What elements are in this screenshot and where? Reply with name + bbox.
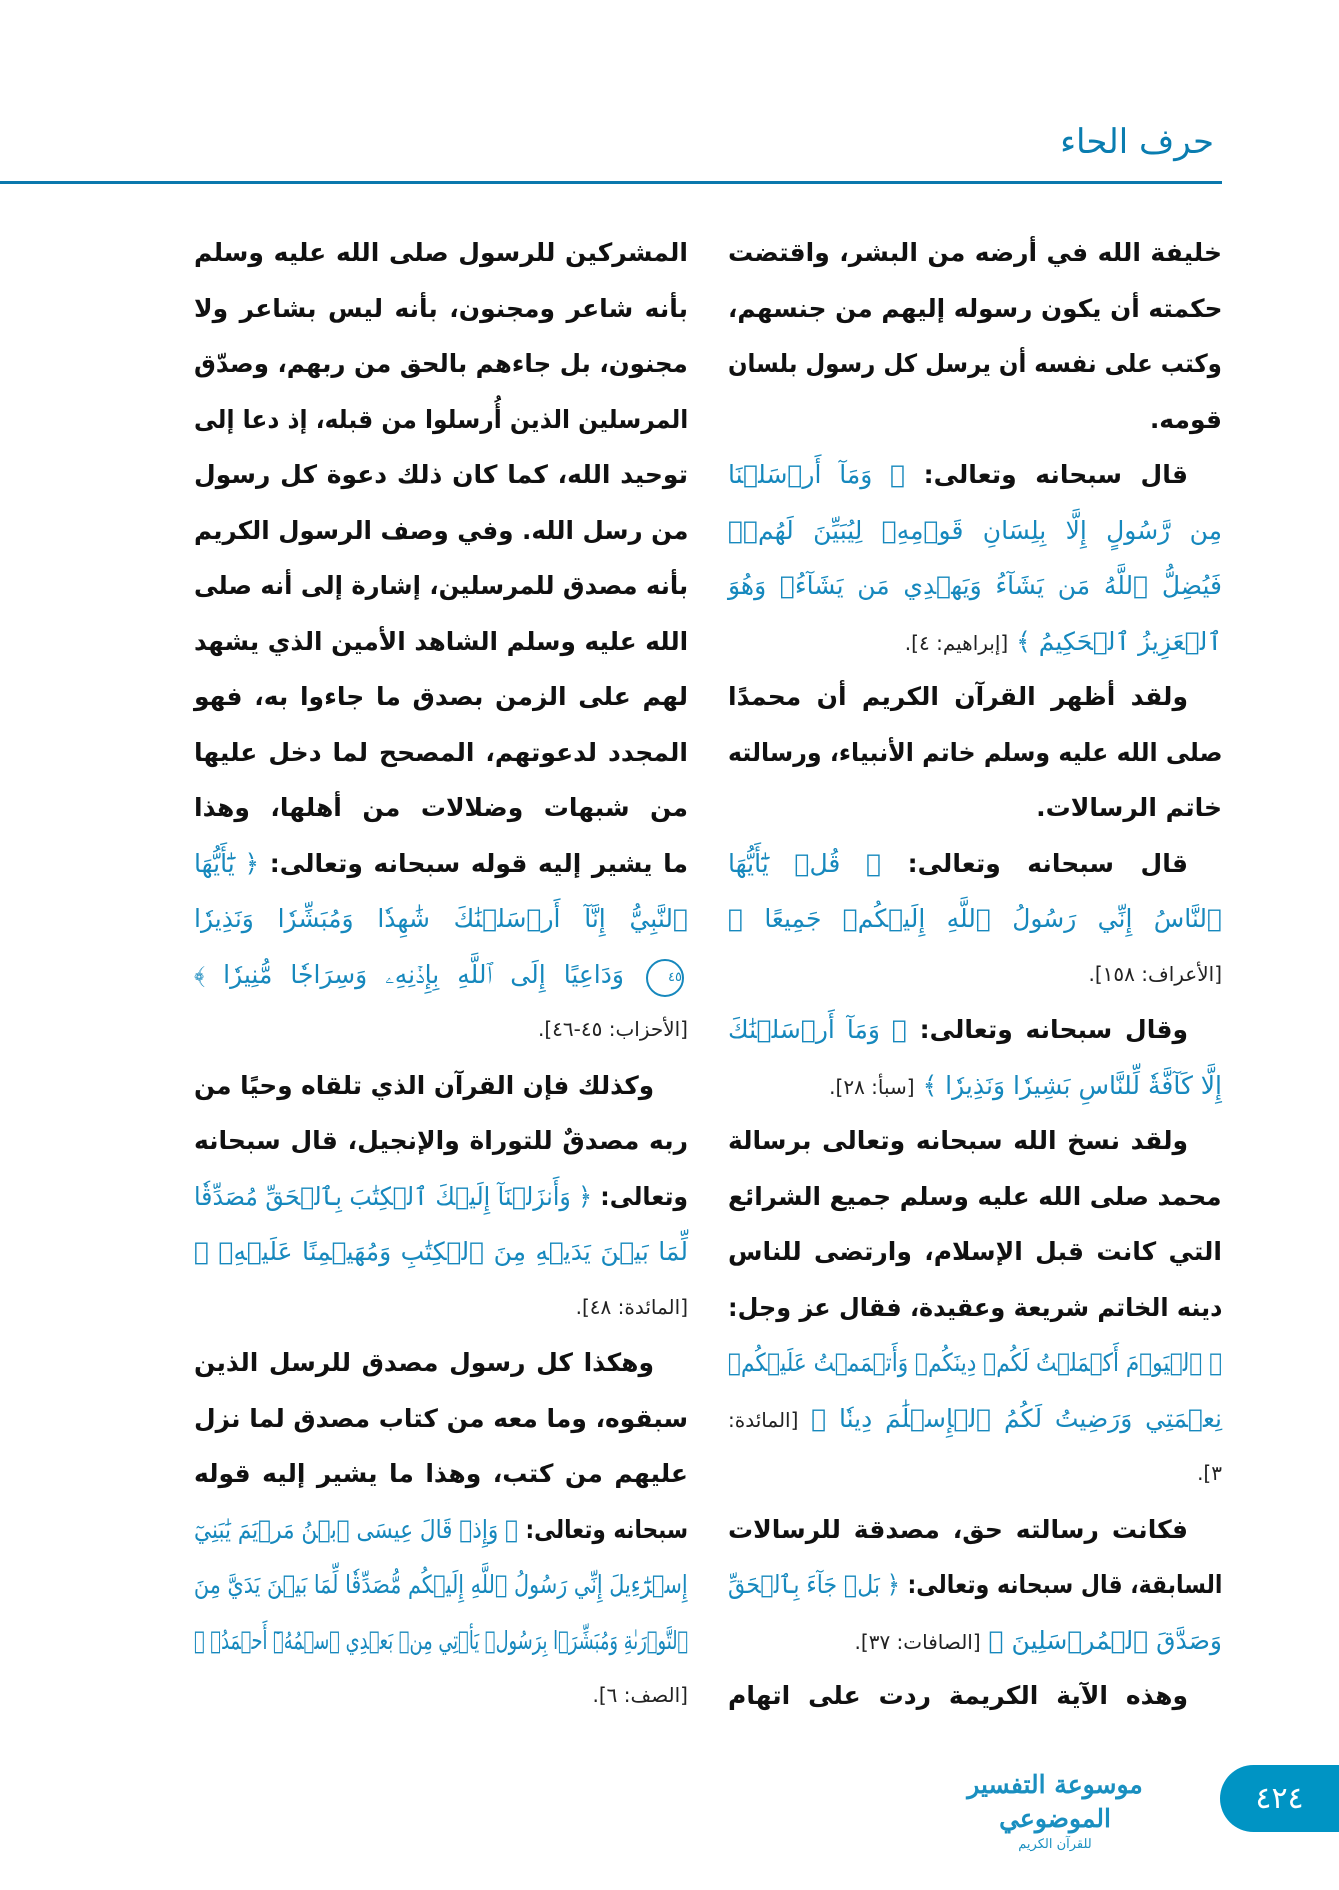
text-line (194, 336, 688, 392)
body-text: ما يشير إليه قوله سبحانه وتعالى: (259, 848, 688, 878)
text-line (728, 1224, 1222, 1280)
line-content (728, 725, 1222, 784)
line-content (1150, 392, 1222, 451)
text-line (194, 1113, 688, 1169)
verse-reference: [المائدة: (728, 1407, 799, 1432)
line-content (592, 1668, 688, 1725)
quran-verse: لِّمَا بَيۡنَ يَدَيۡهِ مِنَ ٱلۡكِتَٰبِ وَمُهَيۡمِنًا عَلَيۡهِۖ ﴾ (194, 1237, 688, 1266)
encyclopedia-logo (930, 1768, 1180, 1854)
body-text: وكذلك فإن القرآن الذي تلقاه وحيًا من (193, 1070, 654, 1100)
body-text: وتعالى: (592, 1181, 688, 1211)
text-line (728, 1280, 1222, 1336)
text-line (728, 503, 1222, 559)
body-text: حكمته أن يكون رسوله إليهم من جنسهم، (727, 293, 1222, 323)
line-content (728, 558, 1222, 617)
quran-verse: ﴿ ٱلۡيَوۡمَ أَكۡمَلۡتُ لَكُمۡ دِينَكُمۡ وَأَتۡمَمۡتُ عَلَيۡكُمۡ (727, 1348, 1222, 1377)
quran-verse: ﴿ وَإِذۡ قَالَ عِيسَى ٱبۡنُ مَرۡيَمَ يَٰبَنِيٓ (193, 1514, 518, 1544)
body-text: عليهم من كتب، وهذا ما يشير إليه قوله (194, 1459, 688, 1488)
text-line (728, 1613, 1222, 1669)
line-content (728, 503, 1222, 562)
line-content (538, 1002, 688, 1059)
line-content (194, 669, 688, 728)
line-content (728, 1113, 1188, 1172)
line-content (194, 614, 688, 673)
body-text: قال سبحانه وتعالى: (905, 460, 1189, 489)
verse-reference: [الصافات: ٣٧]. (854, 1629, 981, 1654)
line-content (829, 1058, 1222, 1117)
line-content (194, 1502, 688, 1561)
text-line (194, 225, 688, 281)
text-line (194, 780, 688, 836)
body-text: وهذه الآية الكريمة ردت على اتهام (728, 1681, 1188, 1710)
body-text: صلى الله عليه وسلم خاتم الأنبياء، ورسالته (727, 737, 1222, 767)
text-line (728, 392, 1222, 448)
quran-verse: ﴿ يَٰٓأَيُّهَا (194, 848, 260, 878)
line-content (194, 281, 688, 340)
text-line (194, 1169, 688, 1225)
body-text: قومه. (1149, 404, 1222, 434)
line-content (194, 558, 688, 617)
line-content (728, 891, 1222, 950)
line-content (194, 1058, 654, 1117)
line-content (194, 1224, 688, 1283)
chapter-title: حرف الحاء (1060, 122, 1214, 162)
right-column (728, 225, 1222, 1724)
text-line (728, 1446, 1222, 1502)
body-text: المرسلين الذين أُرسلوا من قبله، إذ دعا إلى (193, 404, 688, 434)
body-text: وقال سبحانه وتعالى: (906, 1015, 1188, 1044)
line-content (194, 1169, 688, 1228)
quran-verse: مِن رَّسُولٍ إِلَّا بِلِسَانِ قَوۡمِهِۦ لِيُبَيِّنَ لَهُمۡۖ (728, 515, 1222, 545)
text-line (728, 1502, 1222, 1558)
text-line (194, 1446, 688, 1502)
text-line (728, 891, 1222, 947)
line-content (728, 1557, 1222, 1616)
line-content (194, 1446, 688, 1505)
line-content (194, 1113, 688, 1172)
line-content (728, 669, 1188, 728)
quran-verse: ﴿ قُلۡ يَٰٓأَيُّهَا (728, 848, 882, 878)
quran-verse: ٱلتَّوۡرَىٰةِ وَمُبَشِّرَۢا بِرَسُولٖ يَأۡتِي مِنۢ بَعۡدِي ٱسۡمُهُۥٓ أَحۡمَدُۖ ﴾ (193, 1625, 688, 1655)
text-line (728, 281, 1222, 337)
line-content (194, 1557, 688, 1616)
quran-verse: ٱلنَّبِيُّ إِنَّآ أَرۡسَلۡنَٰكَ شَٰهِدٗا وَمُبَشِّرٗا وَنَذِيرٗا (194, 904, 688, 933)
line-content (194, 836, 688, 895)
body-text: ولقد أظهر القرآن الكريم أن محمدًا (728, 682, 1188, 711)
line-content (194, 947, 688, 1006)
body-text: وهكذا كل رسول مصدق للرسل الذين (194, 1348, 654, 1377)
line-content (728, 336, 1222, 395)
line-content (728, 1335, 1222, 1394)
text-line (728, 1335, 1222, 1391)
body-text: فكانت رسالته حق، مصدقة للرسالات (728, 1514, 1188, 1544)
text-line (728, 1113, 1222, 1169)
line-content (194, 225, 688, 284)
body-text: ربه مصدقٌ للتوراة والإنجيل، قال سبحانه (194, 1126, 688, 1155)
text-line (728, 614, 1222, 670)
line-content (728, 1391, 1222, 1450)
quran-verse: ﴿ بَلۡ جَآءَ بِٱلۡحَقِّ (727, 1570, 900, 1599)
line-content (576, 1280, 688, 1337)
line-content (728, 1280, 1222, 1339)
body-text: بأنه شاعر ومجنون، بأنه ليس بشاعر ولا (194, 293, 688, 323)
line-content (728, 225, 1222, 284)
line-content (194, 503, 688, 562)
text-line (728, 558, 1222, 614)
line-content (1036, 780, 1222, 839)
line-content (728, 1002, 1188, 1061)
text-line (728, 947, 1222, 1003)
body-text: خليفة الله في أرضه من البشر، واقتضت (728, 238, 1222, 267)
body-text: التي كانت قبل الإسلام، وارتضى للناس (728, 1237, 1222, 1266)
body-text: من شبهات وضلالات من أهلها، وهذا (194, 793, 688, 822)
text-line (728, 725, 1222, 781)
text-line (728, 336, 1222, 392)
verse-reference: [الأحزاب: ٤٥-٤٦]. (537, 1017, 688, 1041)
text-line (194, 1224, 688, 1280)
text-line (194, 836, 688, 892)
body-text: بأنه مصدق للمرسلين، إشارة إلى أنه صلى (193, 571, 688, 600)
line-content (728, 281, 1222, 340)
line-content (194, 1613, 688, 1672)
text-line (194, 1502, 688, 1558)
body-text: محمد صلى الله عليه وسلم جميع الشرائع (728, 1181, 1222, 1211)
text-line (194, 281, 688, 337)
text-line (728, 1058, 1222, 1114)
text-line (728, 1668, 1222, 1724)
body-text: المجدد لدعوتهم، المصحح لما دخل عليها (194, 737, 688, 767)
line-content (194, 392, 688, 451)
line-content (728, 1502, 1188, 1561)
text-line (728, 780, 1222, 836)
quran-verse: وَصَدَّقَ ٱلۡمُرۡسَلِينَ ﴾ (980, 1625, 1222, 1655)
text-line (728, 447, 1222, 503)
text-line (194, 1557, 688, 1613)
quran-verse: وَدَاعِيًا إِلَى ٱللَّهِ بِإِذۡنِهِۦ وَسِرَاجٗا مُّنِيرٗا ﴾ (194, 959, 642, 989)
quran-verse: إِسۡرَٰٓءِيلَ إِنِّي رَسُولُ ٱللَّهِ إِلَيۡكُم مُّصَدِّقٗا لِّمَا بَيۡنَ يَدَيَّ مِنَ (194, 1570, 688, 1599)
text-line (194, 558, 688, 614)
verse-reference: [المائدة: ٤٨]. (575, 1294, 688, 1319)
line-content (728, 1668, 1188, 1727)
text-line (728, 1169, 1222, 1225)
line-content (194, 780, 688, 839)
body-text: وكتب على نفسه أن يرسل كل رسول بلسان (728, 349, 1222, 378)
text-line (728, 1002, 1222, 1058)
line-content (194, 1335, 654, 1394)
text-line (194, 1391, 688, 1447)
line-content (1088, 947, 1222, 1004)
body-text: دينه الخاتم شريعة وعقيدة، فقال عز وجل: (727, 1292, 1222, 1322)
line-content (728, 1224, 1222, 1283)
text-line (194, 614, 688, 670)
line-content (194, 891, 688, 950)
text-line (194, 947, 688, 1003)
text-line (194, 1335, 688, 1391)
quran-verse: ﴿ وَمَآ أَرۡسَلۡنَا (728, 460, 906, 489)
verse-reference: [سبأ: ٢٨]. (829, 1074, 915, 1099)
body-text: لهم على الزمن بصدق ما جاءوا به، فهو (194, 682, 688, 711)
text-line (728, 1557, 1222, 1613)
body-text: ولقد نسخ الله سبحانه وتعالى برسالة (728, 1126, 1188, 1155)
text-line (194, 669, 688, 725)
ayah-number-marker: ٤٥ (646, 959, 684, 997)
text-line (194, 1058, 688, 1114)
quran-verse: فَيُضِلُّ ٱللَّهُ مَن يَشَآءُ وَيَهۡدِي مَن يَشَآءُۚ وَهُوَ (728, 571, 1222, 600)
quran-verse: إِلَّا كَآفَّةٗ لِّلنَّاسِ بَشِيرٗا وَنَذِيرٗا ﴾ (914, 1070, 1222, 1100)
line-content (728, 1169, 1222, 1228)
verse-reference: [الأعراف: ١٥٨]. (1088, 961, 1222, 986)
quran-verse: ﴿ وَأَنزَلۡنَآ إِلَيۡكَ ٱلۡكِتَٰبَ بِٱلۡحَقِّ مُصَدِّقٗا (193, 1181, 593, 1211)
line-content (194, 725, 688, 784)
line-content (728, 447, 1188, 506)
line-content (728, 836, 1188, 895)
line-content (905, 614, 1222, 673)
body-text: توحيد الله، كما كان ذلك دعوة كل رسول (194, 460, 688, 489)
verse-reference: ٣]. (1197, 1461, 1222, 1485)
body-text: سبقوه، وما معه من كتاب مصدق لما نزل (193, 1403, 688, 1433)
text-line (194, 1668, 688, 1724)
text-line (194, 1280, 688, 1336)
quran-verse: ٱلۡعَزِيزُ ٱلۡحَكِيمُ ﴾ (1008, 626, 1222, 656)
line-content (194, 336, 688, 395)
logo-subtitle: للقرآن الكريم (1018, 1837, 1092, 1852)
body-text: قال سبحانه وتعالى: (881, 848, 1188, 878)
header-rule (0, 181, 1222, 184)
text-line (194, 725, 688, 781)
body-text: الله عليه وسلم الشاهد الأمين الذي يشهد (193, 626, 688, 656)
body-text: المشركين للرسول صلى الله عليه وسلم (194, 238, 688, 267)
text-line (728, 836, 1222, 892)
text-line (728, 225, 1222, 281)
verse-reference: [الصف: ٦]. (592, 1683, 688, 1707)
page-number: ٤٢٤ (1220, 1765, 1339, 1832)
quran-verse: ﴿ وَمَآ أَرۡسَلۡنَٰكَ (728, 1015, 907, 1044)
text-line (194, 392, 688, 448)
text-line (728, 669, 1222, 725)
logo-title: موسوعة التفسير الموضوعي (967, 1770, 1143, 1833)
line-content (855, 1613, 1222, 1672)
text-line (728, 1391, 1222, 1447)
body-text: مجنون، بل جاءهم بالحق من ربهم، وصدّق (194, 349, 688, 378)
body-text: السابقة، قال سبحانه وتعالى: (899, 1570, 1222, 1599)
body-text: خاتم الرسالات. (1036, 793, 1222, 822)
left-column (194, 225, 688, 1724)
text-line (194, 503, 688, 559)
quran-verse: نِعۡمَتِي وَرَضِيتُ لَكُمُ ٱلۡإِسۡلَٰمَ دِينٗا ﴾ (798, 1403, 1222, 1433)
verse-reference: [إبراهيم: ٤]. (904, 630, 1009, 655)
line-content (194, 1391, 688, 1450)
line-content (1197, 1446, 1222, 1503)
body-text: سبحانه وتعالى: (517, 1514, 688, 1544)
text-line (194, 1002, 688, 1058)
quran-verse: ٱلنَّاسُ إِنِّي رَسُولُ ٱللَّهِ إِلَيۡكُمۡ جَمِيعًا ﴾ (728, 904, 1222, 933)
line-content (194, 447, 688, 506)
text-line (194, 891, 688, 947)
text-line (194, 1613, 688, 1669)
body-text: من رسل الله. وفي وصف الرسول الكريم (193, 515, 688, 545)
text-line (194, 447, 688, 503)
